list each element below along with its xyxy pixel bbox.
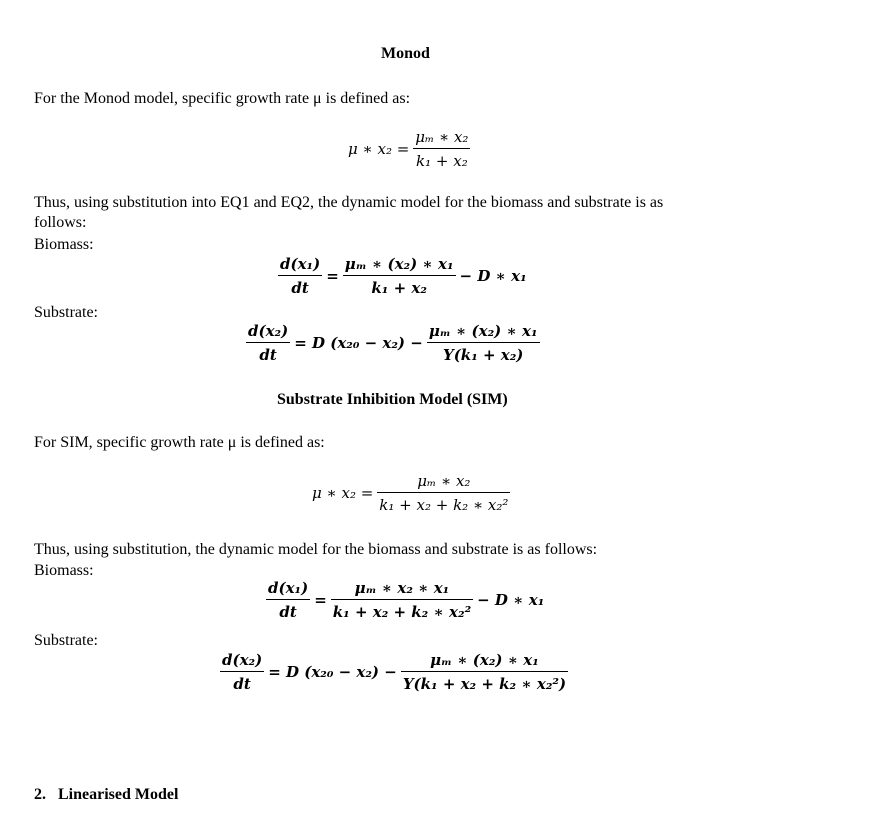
monod-substrate-rate-fraction: [427, 322, 540, 364]
sim-mu-denominator: k₁ + x₂ + k₂ ∗ x₂²: [379, 496, 509, 514]
sim-biomass-derivative: [266, 579, 310, 621]
linearised-model-heading: 2. Linearised Model: [34, 786, 179, 803]
sim-substrate-rhs-den: Y(k₁ + x₂ + k₂ ∗ x₂²): [402, 675, 567, 693]
monod-biomass-rhs-den: k₁ + x₂: [371, 279, 427, 297]
monod-mu-denominator: k₁ + x₂: [416, 152, 468, 170]
sim-substrate-rhs-num: μₘ ∗ (x₂) ∗ x₁: [401, 651, 568, 672]
sim-biomass-rhs-num: μₘ ∗ x₂ ∗ x₁: [331, 579, 473, 600]
monod-substrate-lhs-num: d(x₂): [246, 322, 290, 343]
equals-sign: =: [314, 591, 327, 609]
sim-biomass-equation: [266, 579, 548, 621]
sim-substrate-label: Substrate:: [34, 632, 98, 649]
sim-mu-fraction: [377, 472, 510, 514]
monod-biomass-rhs-num: μₘ ∗ (x₂) ∗ x₁: [343, 255, 456, 276]
monod-substrate-rhs-num: μₘ ∗ (x₂) ∗ x₁: [427, 322, 540, 343]
equals-sign: =: [326, 267, 339, 285]
monod-substrate-lhs-den: dt: [259, 346, 277, 364]
sim-substrate-equation: [220, 651, 568, 693]
monod-intro: For the Monod model, specific growth rate μ is defined as:: [34, 90, 411, 107]
monod-mu-lhs: μ ∗ x₂ =: [348, 140, 410, 158]
monod-mu-fraction: [413, 128, 470, 170]
monod-mu-equation: [344, 128, 470, 170]
sim-substrate-lhs-den: dt: [233, 675, 251, 693]
monod-biomass-rate-fraction: [343, 255, 456, 297]
monod-biomass-lhs-num: d(x₁): [278, 255, 322, 276]
monod-substrate-derivative: [246, 322, 290, 364]
sim-substrate-lhs-num: d(x₂): [220, 651, 264, 672]
sim-biomass-rhs-den: k₁ + x₂ + k₂ ∗ x₂²: [332, 603, 472, 621]
monod-biomass-tail: − D ∗ x₁: [459, 267, 527, 285]
monod-substrate-equation: [246, 322, 540, 364]
monod-substitution-line1: Thus, using substitution into EQ1 and EQ2, the dynamic model for the biomass and substrate is as: [34, 194, 664, 211]
sim-substrate-rate-fraction: [401, 651, 568, 693]
sim-substrate-derivative: [220, 651, 264, 693]
sim-biomass-rate-fraction: [331, 579, 473, 621]
monod-substrate-label: Substrate:: [34, 304, 98, 321]
monod-substrate-rhs-den: Y(k₁ + x₂): [443, 346, 524, 364]
sim-mu-lhs: μ ∗ x₂ =: [312, 484, 374, 502]
sim-intro: For SIM, specific growth rate μ is defined as:: [34, 434, 325, 451]
monod-biomass-lhs-den: dt: [291, 279, 309, 297]
sim-biomass-lhs-num: d(x₁): [266, 579, 310, 600]
sim-heading: Substrate Inhibition Model (SIM): [277, 391, 508, 408]
sim-substitution-line: Thus, using substitution, the dynamic model for the biomass and substrate is as follows:: [34, 541, 598, 558]
monod-heading: Monod: [381, 45, 430, 62]
sim-mu-numerator: μₘ ∗ x₂: [377, 472, 510, 493]
monod-biomass-label: Biomass:: [34, 236, 94, 253]
monod-substrate-mid: = D (x₂₀ − x₂) −: [294, 334, 423, 352]
monod-biomass-equation: [278, 255, 531, 297]
sim-biomass-tail: − D ∗ x₁: [477, 591, 545, 609]
sim-mu-equation: [308, 472, 510, 514]
monod-substitution-line2: follows:: [34, 214, 87, 231]
sim-biomass-label: Biomass:: [34, 562, 94, 579]
sim-biomass-lhs-den: dt: [279, 603, 297, 621]
sim-substrate-mid: = D (x₂₀ − x₂) −: [268, 663, 397, 681]
monod-mu-numerator: μₘ ∗ x₂: [413, 128, 470, 149]
monod-biomass-derivative: [278, 255, 322, 297]
